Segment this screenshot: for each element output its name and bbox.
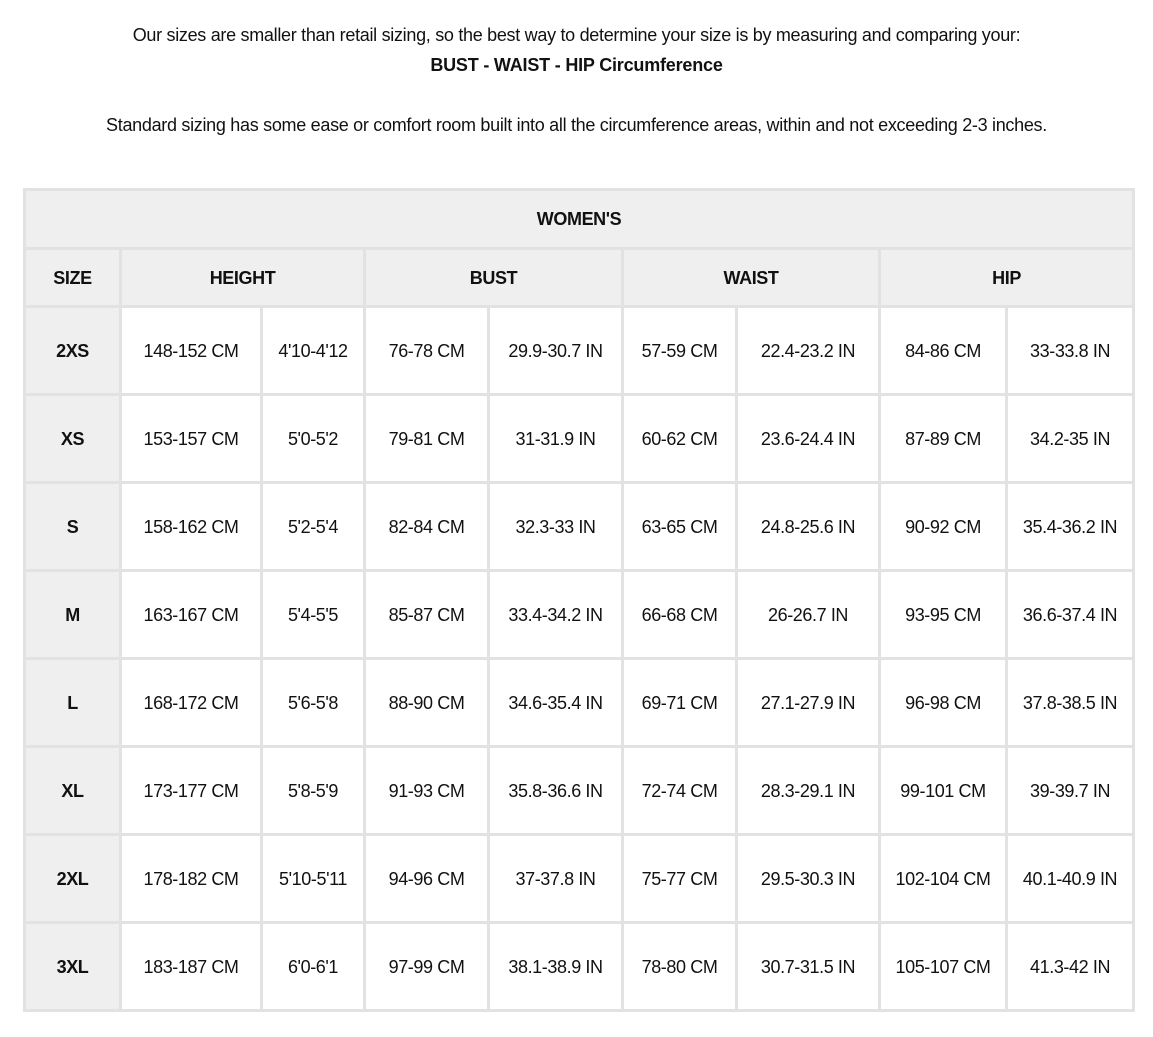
hip-in-cell: 36.6-37.4 IN: [1007, 571, 1134, 659]
header-size: SIZE: [25, 249, 121, 307]
table-row: [25, 659, 1134, 747]
height-cm-cell: 168-172 CM: [121, 659, 262, 747]
table-row: [25, 483, 1134, 571]
bust-in-cell: 32.3-33 IN: [489, 483, 623, 571]
height-ft-cell: 5'8-5'9: [262, 747, 365, 835]
waist-cm-cell: 63-65 CM: [623, 483, 737, 571]
height-ft-cell: 5'6-5'8: [262, 659, 365, 747]
bust-cm-cell: 94-96 CM: [365, 835, 489, 923]
waist-cm-cell: 78-80 CM: [623, 923, 737, 1011]
waist-in-cell: 29.5-30.3 IN: [737, 835, 880, 923]
bust-in-cell: 33.4-34.2 IN: [489, 571, 623, 659]
waist-cm-cell: 75-77 CM: [623, 835, 737, 923]
height-cm-cell: 173-177 CM: [121, 747, 262, 835]
height-ft-cell: 4'10-4'12: [262, 307, 365, 395]
bust-cm-cell: 97-99 CM: [365, 923, 489, 1011]
size-label: 2XS: [25, 307, 121, 395]
table-row: [25, 571, 1134, 659]
bust-cm-cell: 76-78 CM: [365, 307, 489, 395]
waist-in-cell: 22.4-23.2 IN: [737, 307, 880, 395]
bust-in-cell: 31-31.9 IN: [489, 395, 623, 483]
waist-cm-cell: 60-62 CM: [623, 395, 737, 483]
header-hip: HIP: [880, 249, 1134, 307]
hip-cm-cell: 96-98 CM: [880, 659, 1007, 747]
size-label: M: [25, 571, 121, 659]
intro-line-sizing-note: Our sizes are smaller than retail sizing, so the best way to determine your size is by measuring and comparing your:: [132, 25, 1021, 45]
waist-cm-cell: 69-71 CM: [623, 659, 737, 747]
hip-cm-cell: 102-104 CM: [880, 835, 1007, 923]
bust-in-cell: 37-37.8 IN: [489, 835, 623, 923]
hip-cm-cell: 90-92 CM: [880, 483, 1007, 571]
bust-in-cell: 35.8-36.6 IN: [489, 747, 623, 835]
size-label: L: [25, 659, 121, 747]
height-cm-cell: 163-167 CM: [121, 571, 262, 659]
height-cm-cell: 178-182 CM: [121, 835, 262, 923]
height-cm-cell: 183-187 CM: [121, 923, 262, 1011]
size-label: S: [25, 483, 121, 571]
waist-cm-cell: 57-59 CM: [623, 307, 737, 395]
height-cm-cell: 148-152 CM: [121, 307, 262, 395]
hip-cm-cell: 84-86 CM: [880, 307, 1007, 395]
header-waist: WAIST: [623, 249, 880, 307]
bust-cm-cell: 88-90 CM: [365, 659, 489, 747]
hip-in-cell: 34.2-35 IN: [1007, 395, 1134, 483]
size-label: XL: [25, 747, 121, 835]
size-label: 2XL: [25, 835, 121, 923]
waist-in-cell: 27.1-27.9 IN: [737, 659, 880, 747]
header-height: HEIGHT: [121, 249, 365, 307]
waist-in-cell: 28.3-29.1 IN: [737, 747, 880, 835]
height-ft-cell: 5'10-5'11: [262, 835, 365, 923]
hip-in-cell: 35.4-36.2 IN: [1007, 483, 1134, 571]
table-row: [25, 395, 1134, 483]
height-ft-cell: 5'4-5'5: [262, 571, 365, 659]
womens-size-table: [23, 188, 1135, 1012]
bust-cm-cell: 82-84 CM: [365, 483, 489, 571]
waist-in-cell: 24.8-25.6 IN: [737, 483, 880, 571]
waist-in-cell: 30.7-31.5 IN: [737, 923, 880, 1011]
hip-cm-cell: 93-95 CM: [880, 571, 1007, 659]
size-label: XS: [25, 395, 121, 483]
table-row: [25, 835, 1134, 923]
hip-cm-cell: 87-89 CM: [880, 395, 1007, 483]
waist-in-cell: 23.6-24.4 IN: [737, 395, 880, 483]
hip-in-cell: 41.3-42 IN: [1007, 923, 1134, 1011]
height-cm-cell: 158-162 CM: [121, 483, 262, 571]
height-ft-cell: 5'2-5'4: [262, 483, 365, 571]
hip-in-cell: 33-33.8 IN: [1007, 307, 1134, 395]
hip-cm-cell: 99-101 CM: [880, 747, 1007, 835]
hip-in-cell: 37.8-38.5 IN: [1007, 659, 1134, 747]
bust-in-cell: 34.6-35.4 IN: [489, 659, 623, 747]
waist-cm-cell: 66-68 CM: [623, 571, 737, 659]
waist-cm-cell: 72-74 CM: [623, 747, 737, 835]
intro-line-measurements: BUST - WAIST - HIP Circumference: [430, 55, 723, 75]
header-bust: BUST: [365, 249, 623, 307]
height-ft-cell: 5'0-5'2: [262, 395, 365, 483]
bust-cm-cell: 85-87 CM: [365, 571, 489, 659]
table-row: [25, 923, 1134, 1011]
hip-cm-cell: 105-107 CM: [880, 923, 1007, 1011]
hip-in-cell: 39-39.7 IN: [1007, 747, 1134, 835]
intro-line-ease-note: Standard sizing has some ease or comfort room built into all the circumference areas, within and not exceeding 2-3 inches.: [106, 115, 1047, 135]
waist-in-cell: 26-26.7 IN: [737, 571, 880, 659]
table-row: [25, 747, 1134, 835]
table-row: [25, 307, 1134, 395]
bust-cm-cell: 91-93 CM: [365, 747, 489, 835]
size-label: 3XL: [25, 923, 121, 1011]
hip-in-cell: 40.1-40.9 IN: [1007, 835, 1134, 923]
table-title: WOMEN'S: [25, 190, 1134, 249]
height-cm-cell: 153-157 CM: [121, 395, 262, 483]
bust-in-cell: 29.9-30.7 IN: [489, 307, 623, 395]
bust-in-cell: 38.1-38.9 IN: [489, 923, 623, 1011]
height-ft-cell: 6'0-6'1: [262, 923, 365, 1011]
bust-cm-cell: 79-81 CM: [365, 395, 489, 483]
